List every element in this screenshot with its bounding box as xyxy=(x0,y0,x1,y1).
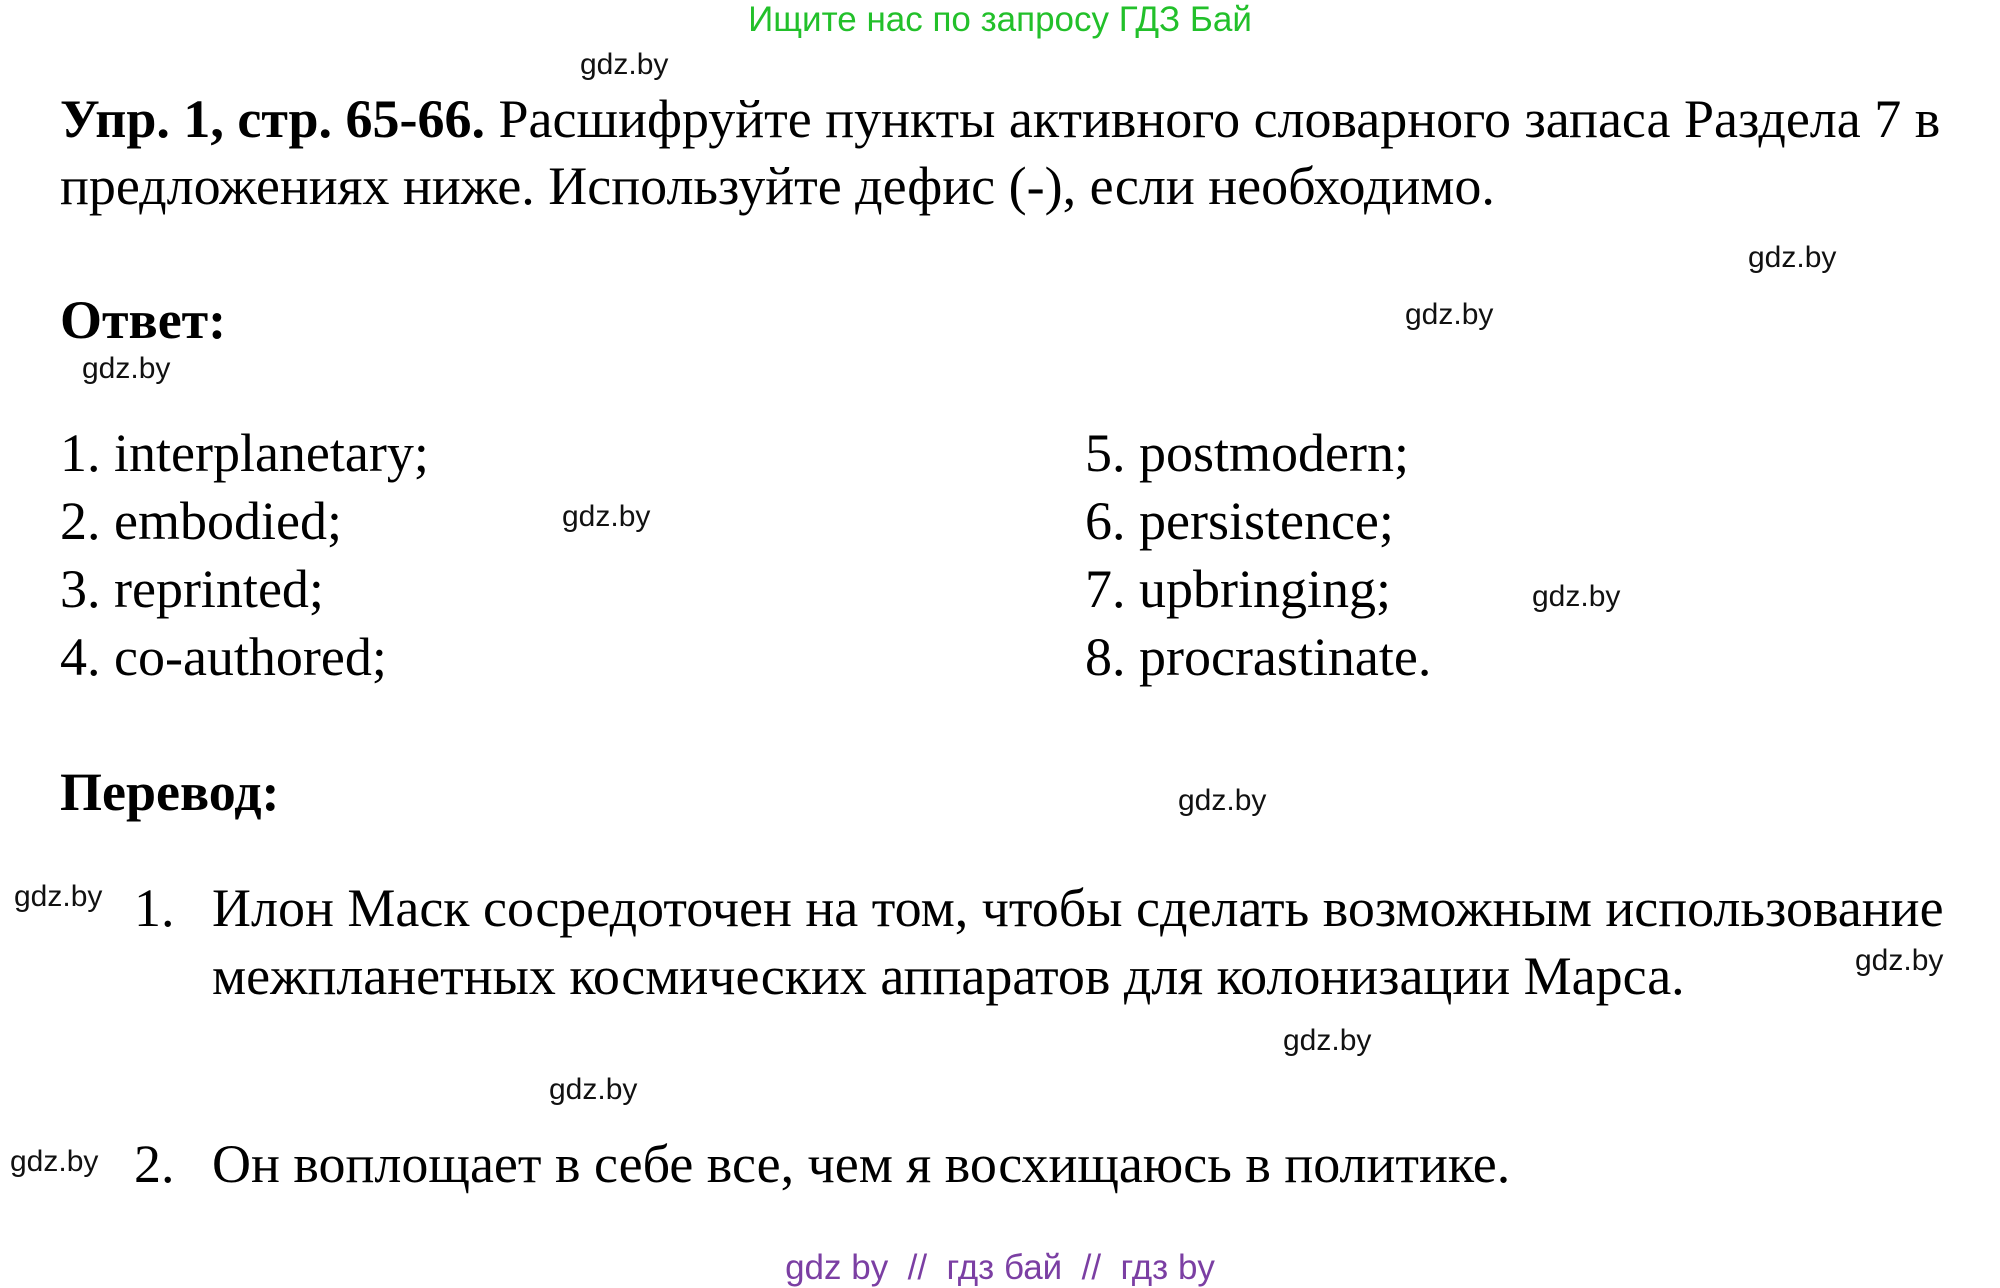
watermark: gdz.by xyxy=(1748,241,1837,274)
watermark: gdz.by xyxy=(1405,298,1494,331)
answer-list-left xyxy=(60,419,429,691)
task-label: Упр. 1, стр. 65-66. xyxy=(60,89,486,149)
answer-item: 7. upbringing; xyxy=(1085,559,1391,619)
watermark: gdz.by xyxy=(1855,944,1944,977)
answer-item: 8. procrastinate. xyxy=(1085,627,1432,687)
answer-item: 3. reprinted; xyxy=(60,559,324,619)
translation-item xyxy=(134,1130,1964,1198)
watermark: gdz.by xyxy=(10,1145,99,1178)
watermark: gdz.by xyxy=(1532,580,1621,613)
search-banner: Ищите нас по запросу ГДЗ Бай xyxy=(748,0,1252,39)
translation-number: 1. xyxy=(134,878,175,938)
translation-item xyxy=(134,874,1964,1010)
translation-heading: Перевод: xyxy=(60,762,280,822)
watermark: gdz.by xyxy=(549,1073,638,1106)
watermark: gdz.by xyxy=(1283,1024,1372,1057)
answer-item: 2. embodied; xyxy=(60,491,342,551)
watermark: gdz.by xyxy=(580,48,669,81)
task-text: Расшифруйте пункты активного словарного запаса Раздела 7 в предложениях ниже. Используйте дефис (-), если необходимо. xyxy=(60,89,1941,216)
watermark: gdz.by xyxy=(1178,784,1267,817)
answer-item: 4. co-authored; xyxy=(60,627,387,687)
answer-item: 1. interplanetary; xyxy=(60,423,429,483)
watermark: gdz.by xyxy=(562,500,651,533)
answer-item: 5. postmodern; xyxy=(1085,423,1409,483)
answer-heading: Ответ: xyxy=(60,290,227,350)
translation-number: 2. xyxy=(134,1134,175,1194)
footer-links: gdz by // гдз бай // гдз by xyxy=(785,1248,1215,1287)
translation-text: Илон Маск сосредоточен на том, чтобы сделать возможным использование межпланетных космических аппаратов для колонизации Марса. xyxy=(212,878,1944,1006)
translation-text: Он воплощает в себе все, чем я восхищаюсь в политике. xyxy=(212,1134,1511,1194)
task-statement xyxy=(60,86,1960,220)
answer-list-right xyxy=(1085,419,1431,691)
watermark: gdz.by xyxy=(82,352,171,385)
answer-item: 6. persistence; xyxy=(1085,491,1394,551)
watermark: gdz.by xyxy=(14,880,103,913)
